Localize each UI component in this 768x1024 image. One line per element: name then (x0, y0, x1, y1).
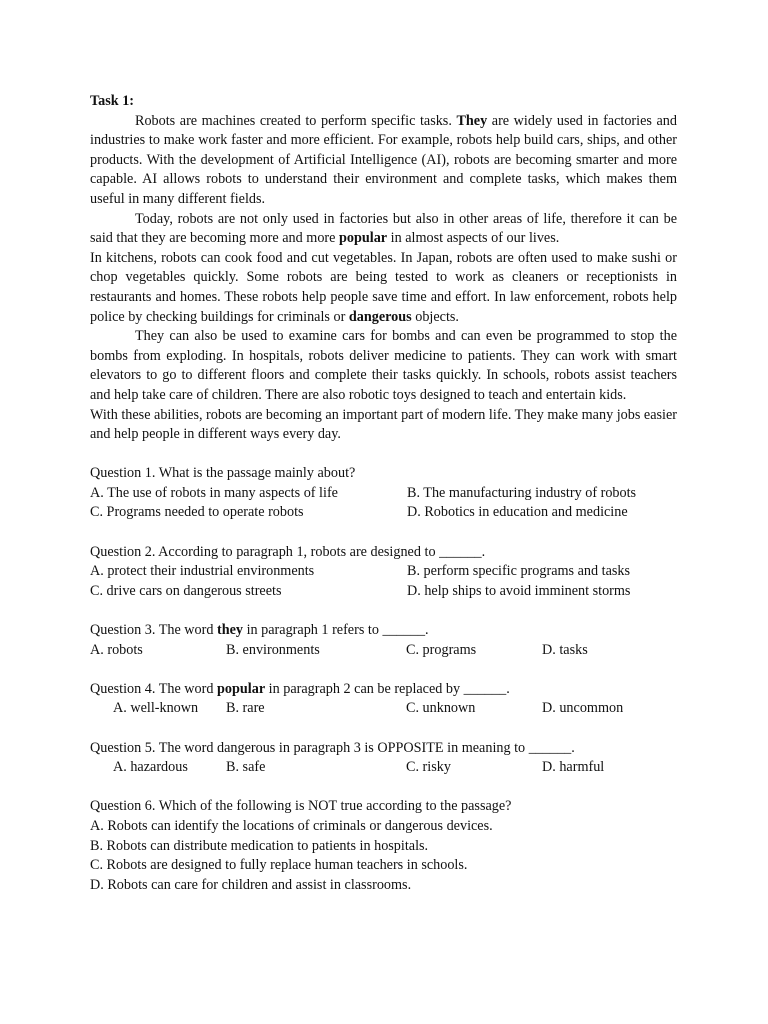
question-2-stem: Question 2. According to paragraph 1, robots are designed to ______. (90, 543, 486, 560)
question-2-option-d: D. help ships to avoid imminent storms (407, 582, 631, 599)
question-2-option-a: A. protect their industrial environments (90, 563, 315, 580)
question-4-option-a: A. well-known (113, 700, 199, 717)
question-3 (90, 621, 677, 660)
passage-paragraph-3 (90, 249, 677, 327)
document-content (90, 92, 677, 895)
question-2-option-c: C. drive cars on dangerous streets (90, 582, 282, 599)
question-3-keyword: they (217, 622, 244, 639)
question-6-option-a: A. Robots can identify the locations of criminals or dangerous devices. (90, 817, 493, 834)
question-4-options (90, 699, 677, 719)
passage-paragraph-1 (90, 112, 677, 210)
p3-text-a: In kitchens, robots can cook food and cut vegetables. In Japan, robots are often used to make sushi or chop vegetables quickly. Some robots are being tested to work as cleaners or receptionists in restaurants and homes. These robots help people save time and effort. In law enforcement, robots help police by checking buildings for criminals or (90, 249, 677, 325)
question-3-stem-a: Question 3. The word (90, 622, 218, 639)
question-1-options (90, 484, 677, 523)
question-4-stem-a: Question 4. The word (90, 680, 218, 697)
question-6-option-b: B. Robots can distribute medication to patients in hospitals. (90, 837, 429, 854)
question-5-option-c: C. risky (406, 759, 451, 776)
question-1-option-d: D. Robotics in education and medicine (407, 504, 628, 521)
p1-text-a: Robots are machines created to perform specific tasks. (135, 112, 457, 129)
spacer (90, 660, 677, 680)
question-5-option-a: A. hazardous (113, 759, 188, 776)
question-4-stem (90, 680, 677, 700)
p2-text-a: Today, robots are not only used in factories but also in other areas of life, therefore it can be said that they are becoming more and more (90, 210, 677, 247)
question-5-option-d: D. harmful (542, 759, 605, 776)
passage-paragraph-5: With these abilities, robots are becoming an important part of modern life. They make many jobs easier and help people in different ways every day. (90, 406, 677, 443)
question-6-option-d: D. Robots can care for children and assist in classrooms. (90, 876, 412, 893)
question-5-options (90, 758, 677, 778)
task-title: Task 1: (90, 93, 135, 109)
question-5-stem: Question 5. The word dangerous in paragraph 3 is OPPOSITE in meaning to ______. (90, 739, 575, 756)
question-6-option-c: C. Robots are designed to fully replace human teachers in schools. (90, 857, 468, 874)
passage-paragraph-4: They can also be used to examine cars for bombs and can even be programmed to stop the bombs from exploding. In hospitals, robots deliver medicine to patients. They can work with smart elevators to go to different floors and complete their tasks quickly. In schools, robots assist teachers and help take care of children. There are also robotic toys designed to teach and entertain kids. (90, 328, 677, 403)
question-3-option-a: A. robots (90, 641, 143, 658)
question-3-option-b: B. environments (226, 641, 320, 658)
question-4-option-d: D. uncommon (542, 700, 624, 717)
spacer (90, 523, 677, 543)
question-4 (90, 680, 677, 719)
p1-text-c: are widely used in factories and industries to make work faster and more efficient. For example, robots help build cars, ships, and other products. With the development of Artificial Intelligence (AI), robots are becoming smarter and more capable. AI allows robots to understand their environment and complete tasks, which makes them useful in many different fields. (90, 112, 677, 207)
question-4-option-b: B. rare (226, 700, 265, 717)
spacer (90, 778, 677, 798)
question-2-options (90, 562, 677, 601)
spacer (90, 601, 677, 621)
passage-paragraph-2 (90, 210, 677, 249)
question-5-option-b: B. safe (226, 759, 266, 776)
question-4-option-c: C. unknown (406, 700, 476, 717)
question-4-keyword: popular (217, 680, 266, 697)
question-1-option-a: A. The use of robots in many aspects of life (90, 484, 338, 501)
question-4-stem-c: in paragraph 2 can be replaced by ______. (265, 680, 510, 697)
question-3-option-d: D. tasks (542, 641, 588, 658)
question-5 (90, 739, 677, 778)
question-3-option-c: C. programs (406, 641, 477, 658)
p3-text-c: objects. (411, 308, 459, 325)
p3-keyword-dangerous: dangerous (348, 308, 412, 325)
question-1-option-c: C. Programs needed to operate robots (90, 504, 304, 521)
spacer (90, 719, 677, 739)
question-1-stem: Question 1. What is the passage mainly about? (90, 465, 356, 482)
spacer (90, 445, 677, 465)
question-3-options (90, 641, 677, 661)
question-2-option-b: B. perform specific programs and tasks (407, 563, 630, 580)
question-2 (90, 543, 677, 602)
question-6-stem: Question 6. Which of the following is NOT true according to the passage? (90, 798, 512, 815)
question-1 (90, 464, 677, 523)
question-3-stem-c: in paragraph 1 refers to ______. (243, 622, 429, 639)
p2-keyword-popular: popular (338, 230, 388, 247)
question-1-option-b: B. The manufacturing industry of robots (407, 484, 637, 501)
question-3-stem (90, 621, 677, 641)
p1-keyword-they: They (456, 112, 488, 129)
p2-text-c: in almost aspects of our lives. (387, 230, 560, 247)
question-6 (90, 797, 677, 895)
